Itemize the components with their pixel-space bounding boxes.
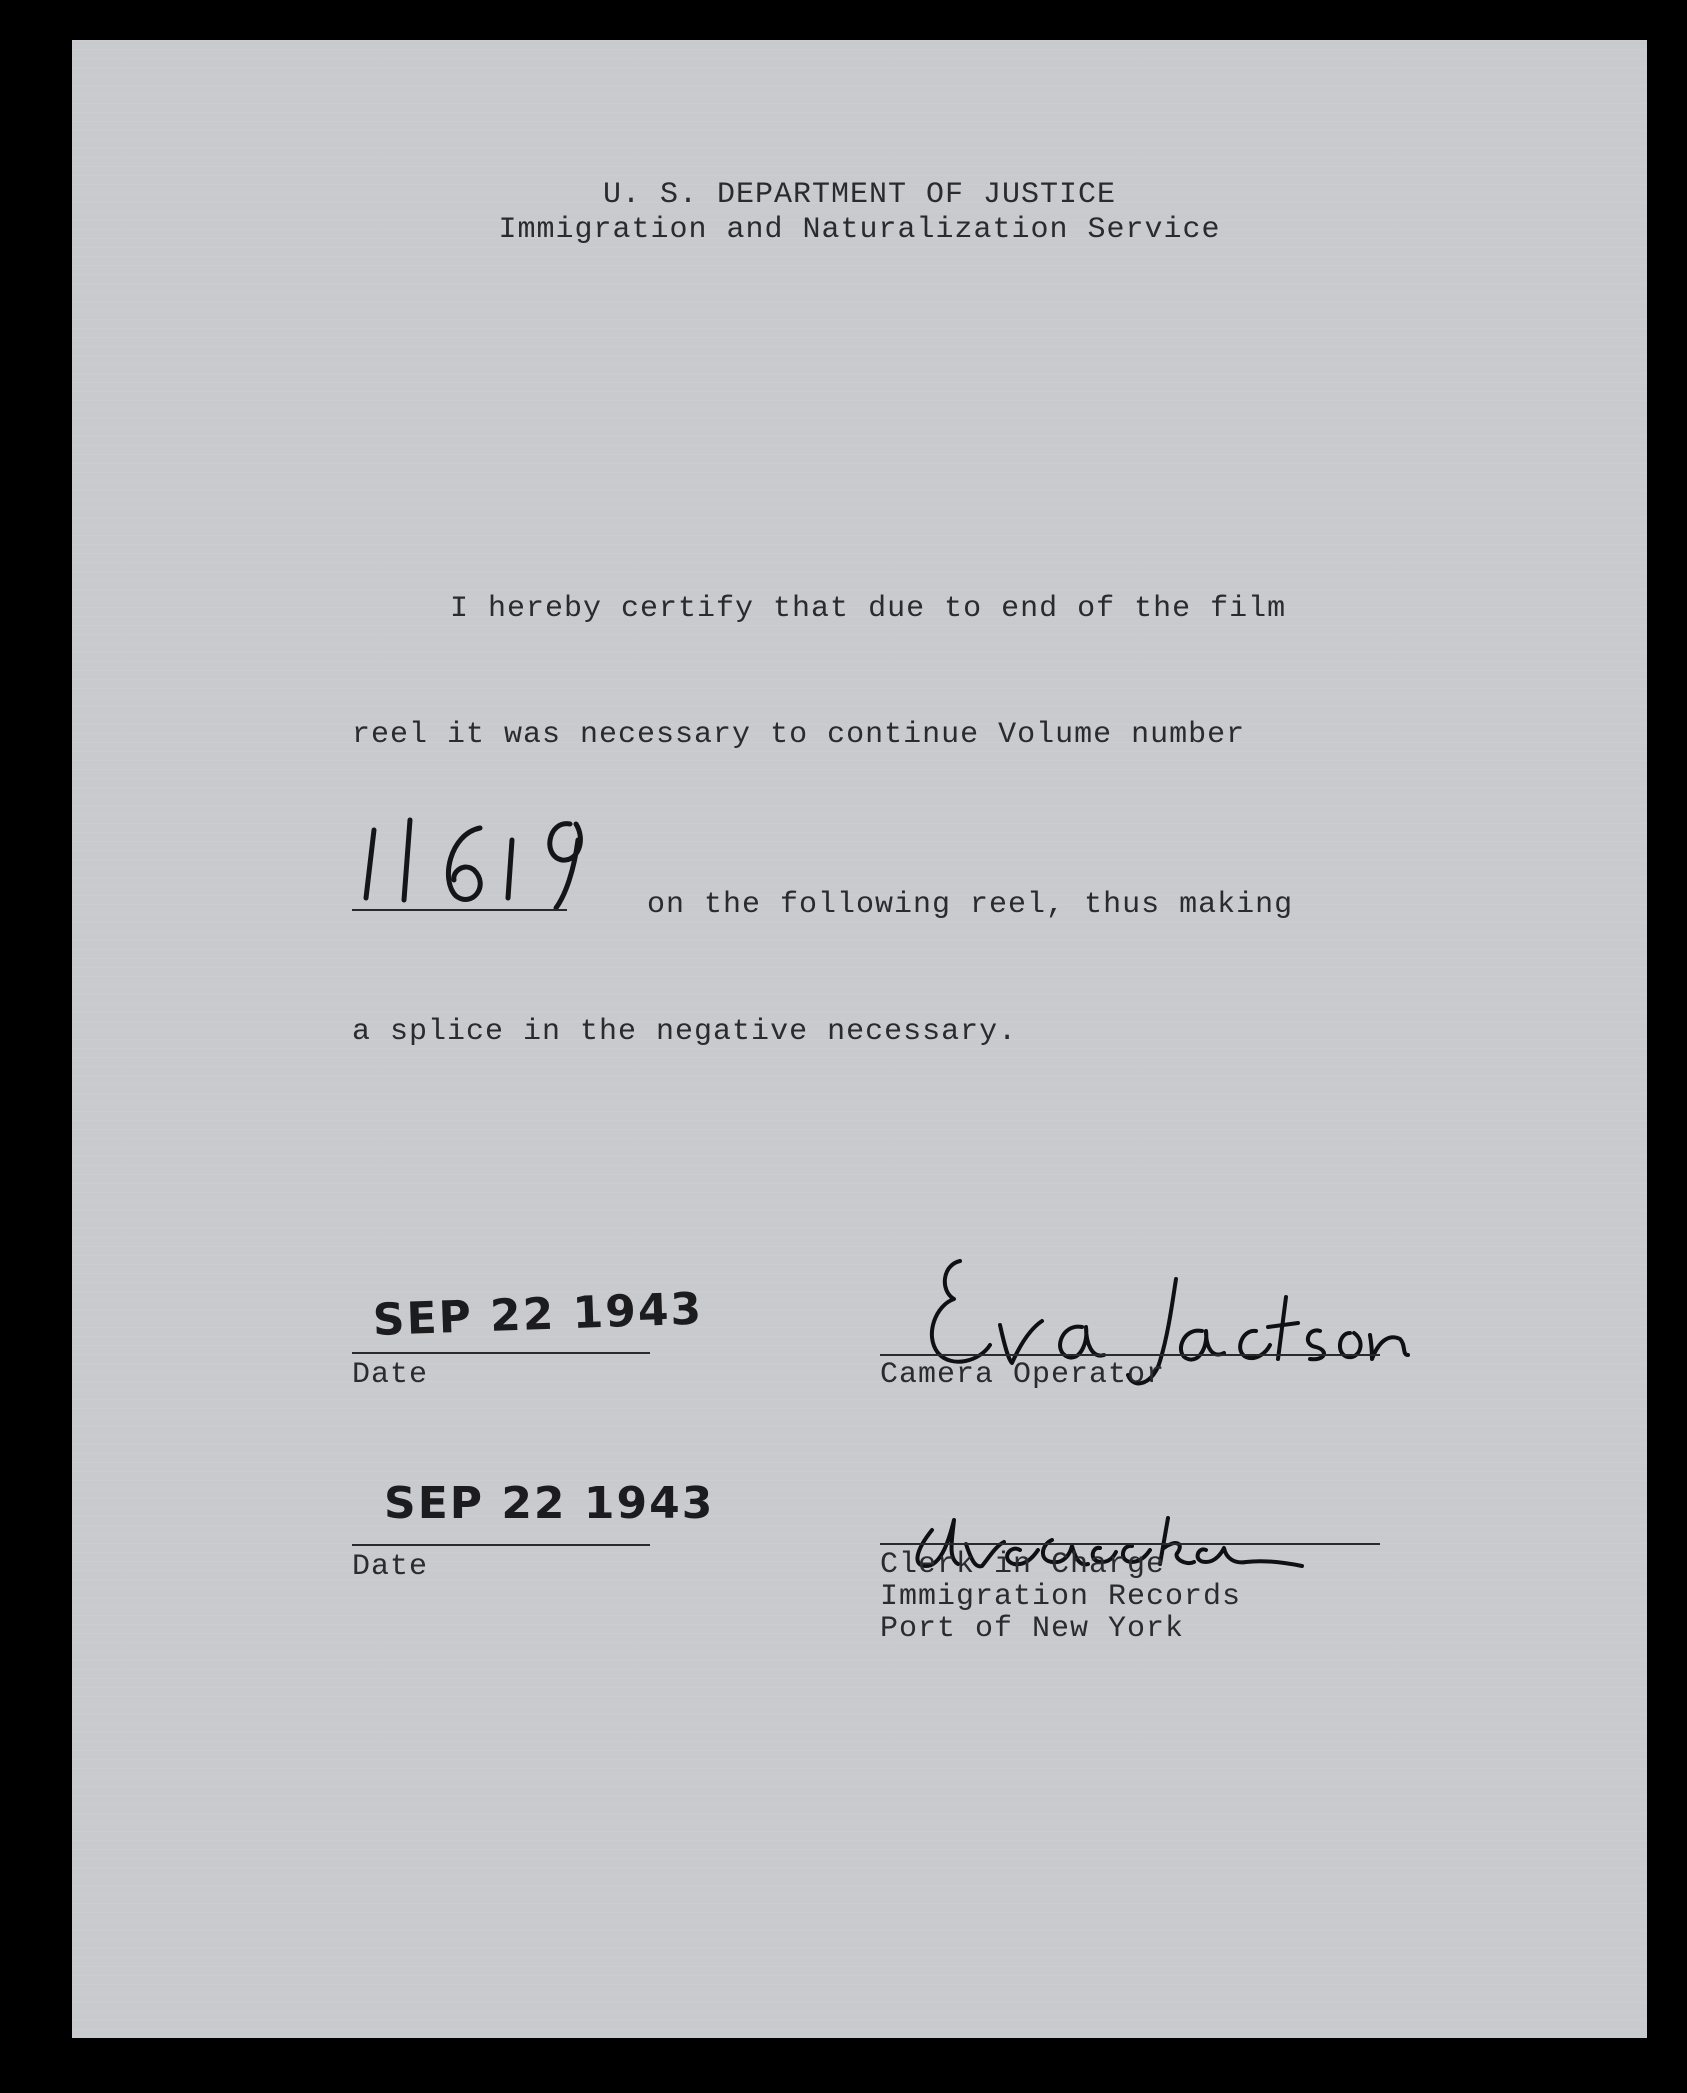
header-department: U. S. DEPARTMENT OF JUSTICE [602,178,1117,212]
date-label-1: Date [352,1358,429,1392]
certificate-line-4: a splice in the negative necessary. [352,1015,1018,1049]
header-service: Immigration and Naturalization Service [498,213,1221,247]
clerk-label-line-2: Immigration Records [880,1580,1242,1614]
clerk-in-charge-line [880,1543,1380,1545]
date-line-1 [352,1352,650,1354]
date-stamp-1: SEP 22 1943 [372,1283,704,1346]
certificate-line-1: I hereby certify that due to end of the film [450,592,1287,626]
document-page [72,40,1647,2038]
clerk-label-line-3: Port of New York [880,1612,1185,1646]
date-label-2: Date [352,1550,429,1584]
camera-operator-label: Camera Operator [880,1358,1166,1392]
camera-operator-line [880,1354,1380,1356]
date-stamp-2: SEP 22 1943 [384,1478,715,1529]
date-line-2 [352,1544,650,1546]
certificate-line-2: reel it was necessary to continue Volume number [352,718,1246,752]
clerk-label-line-1: Clerk in Charge [880,1548,1166,1582]
certificate-line-3: on the following reel, thus making [647,888,1294,922]
